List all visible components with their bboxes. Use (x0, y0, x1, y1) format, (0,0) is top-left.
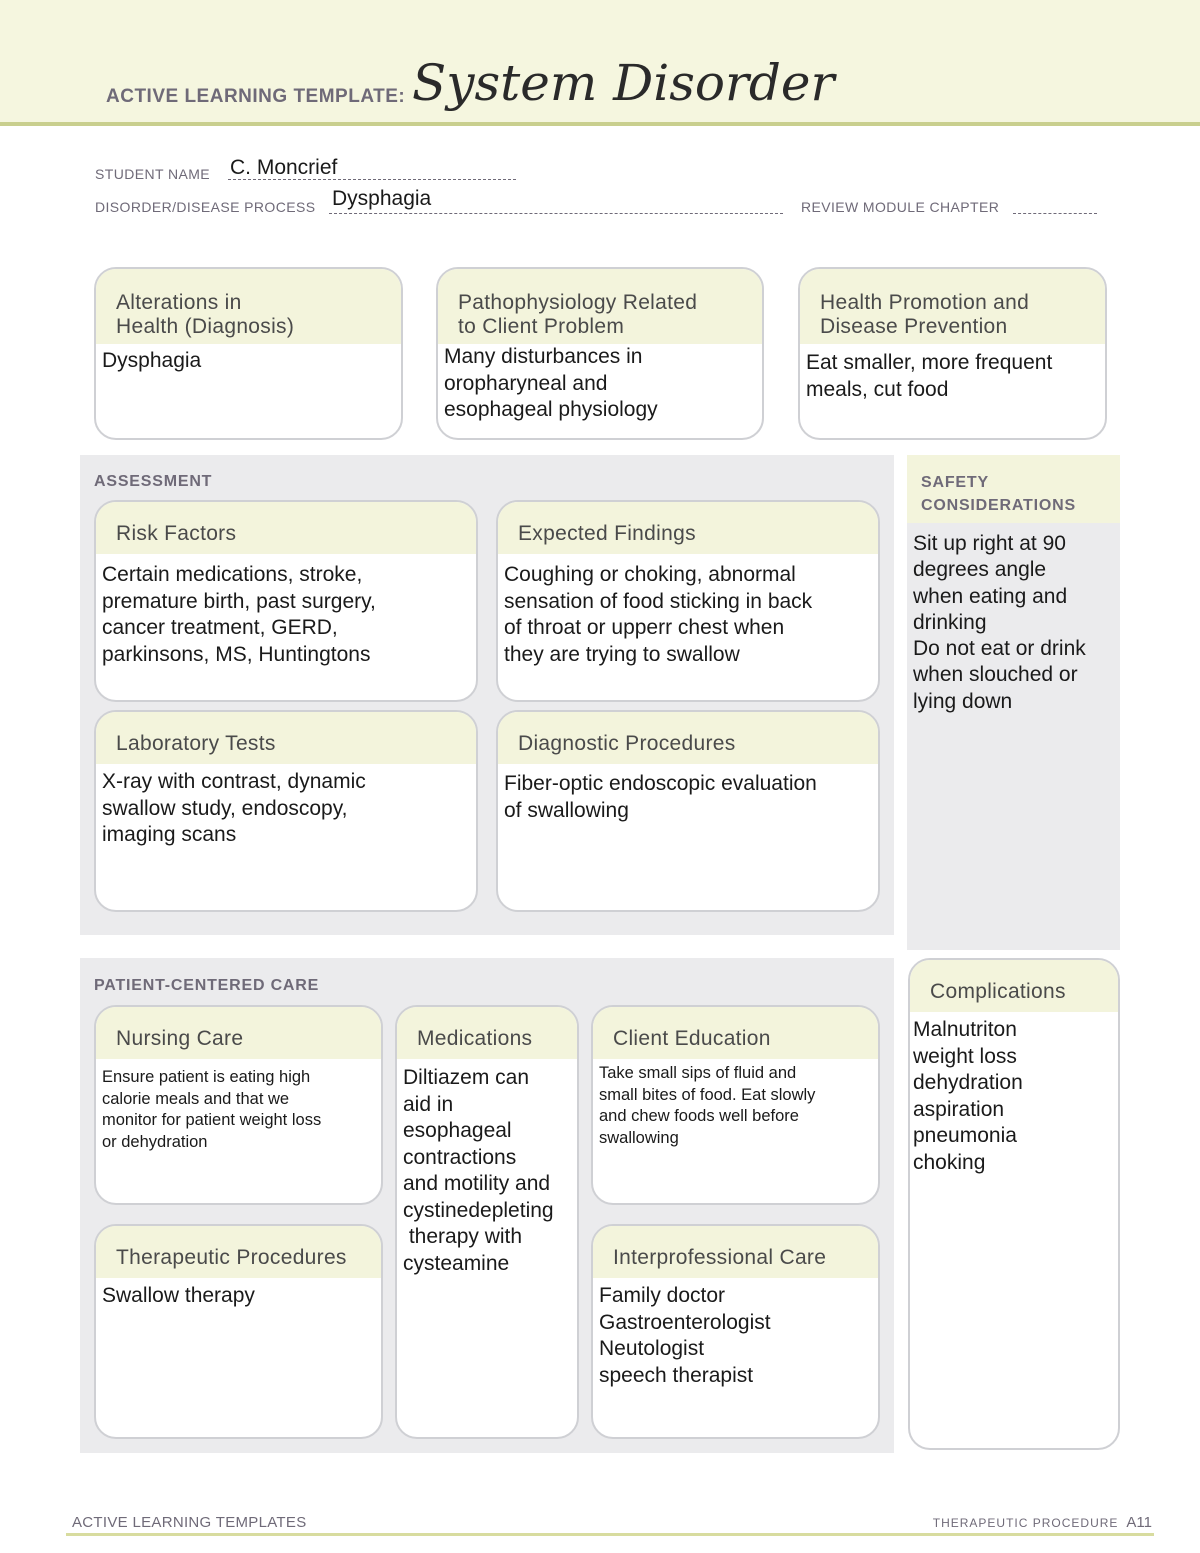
medications-line: Diltiazem can (403, 1066, 530, 1089)
client-education-line: swallowing (599, 1128, 679, 1147)
assessment-label: ASSESSMENT (94, 473, 213, 490)
nursing-care-line: or dehydration (102, 1132, 208, 1151)
pathophysiology-line: Many disturbances in (444, 345, 643, 368)
expected-findings-line: they are trying to swallow (504, 642, 740, 666)
medications-line: therapy with (403, 1225, 523, 1248)
therapeutic-procedures-body[interactable] (96, 1278, 381, 1314)
review-module-label: REVIEW MODULE CHAPTER (801, 199, 1000, 215)
safety-title-line: CONSIDERATIONS (921, 497, 1076, 514)
pathophysiology-title-line: Pathophysiology Related (458, 291, 698, 314)
expected-findings-title: Expected Findings (498, 502, 878, 554)
nursing-care-title: Nursing Care (96, 1007, 381, 1059)
risk-factors-line: Certain medications, stroke, (102, 563, 363, 586)
diagnostic-procedures-body[interactable] (498, 764, 878, 828)
health-promotion-line: meals, cut food (806, 377, 949, 401)
medications-line: and motility and (403, 1172, 551, 1195)
interprofessional-care-title: Interprofessional Care (593, 1226, 878, 1278)
risk-factors-box (94, 500, 478, 702)
laboratory-tests-box (94, 710, 478, 912)
complications-line: pneumonia (913, 1124, 1017, 1147)
risk-factors-line: cancer treatment, GERD, (102, 616, 338, 639)
student-name-field[interactable]: C. Moncrief (230, 156, 338, 179)
therapeutic-procedures-title: Therapeutic Procedures (96, 1226, 381, 1278)
disorder-label: DISORDER/DISEASE PROCESS (95, 199, 316, 215)
complications-box (908, 958, 1120, 1450)
client-education-line: and chew foods well before (599, 1107, 799, 1125)
safety-line: when eating and (913, 584, 1068, 608)
pathophysiology-title (438, 269, 762, 344)
complications-line: choking (913, 1150, 986, 1174)
safety-line: drinking (913, 610, 987, 634)
disorder-underline (329, 213, 783, 214)
header-divider (0, 122, 1200, 126)
diagnostic-procedures-line: Fiber-optic endoscopic evaluation (504, 772, 817, 795)
nursing-care-line: Ensure patient is eating high (102, 1068, 311, 1086)
expected-findings-line: Coughing or choking, abnormal (504, 563, 796, 586)
interprofessional-care-line: Family doctor (599, 1284, 726, 1307)
expected-findings-line: sensation of food sticking in back (504, 589, 813, 613)
alterations-title (96, 269, 401, 344)
interprofessional-care-line: Gastroenterologist (599, 1310, 771, 1334)
expected-findings-line: of throat or upperr chest when (504, 616, 785, 639)
alterations-line: Dysphagia (102, 349, 202, 372)
safety-line: Do not eat or drink (913, 637, 1086, 661)
risk-factors-line: premature birth, past surgery, (102, 589, 376, 613)
disorder-field[interactable]: Dysphagia (332, 187, 432, 210)
safety-title-line: SAFETY (921, 474, 989, 491)
safety-line: lying down (913, 689, 1013, 713)
pathophysiology-box (436, 267, 764, 440)
pathophysiology-line: esophageal physiology (444, 398, 658, 421)
health-promotion-title-line: Disease Prevention (820, 315, 1008, 338)
laboratory-tests-body[interactable] (96, 764, 476, 853)
safety-title (907, 455, 1120, 523)
client-education-title: Client Education (593, 1007, 878, 1059)
alterations-title-line: Health (Diagnosis) (116, 315, 295, 338)
laboratory-tests-line: imaging scans (102, 823, 237, 846)
student-name-label: STUDENT NAME (95, 166, 210, 182)
complications-line: weight loss (913, 1044, 1017, 1068)
therapeutic-procedures-box (94, 1224, 383, 1439)
risk-factors-body[interactable] (96, 554, 476, 672)
health-promotion-line: Eat smaller, more frequent (806, 351, 1053, 374)
medications-line: aid in (403, 1092, 454, 1116)
alterations-body[interactable] (96, 344, 401, 379)
expected-findings-box (496, 500, 880, 702)
diagnostic-procedures-title: Diagnostic Procedures (498, 712, 878, 764)
interprofessional-care-line: speech therapist (599, 1363, 754, 1387)
safety-line: Sit up right at 90 (913, 532, 1066, 555)
complications-line: aspiration (913, 1097, 1005, 1121)
footer-right (933, 1514, 1152, 1531)
page-title: System Disorder (412, 54, 835, 112)
risk-factors-line: parkinsons, MS, Huntingtons (102, 642, 371, 666)
client-education-line: small bites of food. Eat slowly (599, 1085, 816, 1104)
pathophysiology-title-line: to Client Problem (458, 315, 625, 338)
pathophysiology-line: oropharyneal and (444, 371, 608, 395)
template-label: ACTIVE LEARNING TEMPLATE: (106, 86, 406, 107)
laboratory-tests-line: swallow study, endoscopy, (102, 796, 348, 820)
health-promotion-title-line: Health Promotion and (820, 291, 1030, 314)
alterations-title-line: Alterations in (116, 291, 242, 314)
interprofessional-care-line: Neutologist (599, 1337, 705, 1360)
medications-body[interactable] (397, 1059, 577, 1281)
health-promotion-box (798, 267, 1107, 440)
pathophysiology-body[interactable] (438, 344, 762, 428)
review-module-field[interactable] (1013, 213, 1097, 214)
complications-line: dehydration (913, 1071, 1023, 1094)
client-education-box (591, 1005, 880, 1205)
nursing-care-line: monitor for patient weight loss (102, 1111, 322, 1129)
footer-section-label: THERAPEUTIC PROCEDURE (932, 1516, 1119, 1530)
medications-box (395, 1005, 579, 1439)
medications-title: Medications (397, 1007, 577, 1059)
patient-care-label: PATIENT-CENTERED CARE (94, 977, 320, 994)
client-education-line: Take small sips of fluid and (599, 1064, 797, 1082)
safety-line: degrees angle (913, 558, 1047, 582)
laboratory-tests-title: Laboratory Tests (96, 712, 476, 764)
risk-factors-title: Risk Factors (96, 502, 476, 554)
footer-left-label: ACTIVE LEARNING TEMPLATES (72, 1514, 307, 1531)
laboratory-tests-line: X-ray with contrast, dynamic (102, 770, 366, 793)
client-education-body[interactable] (593, 1059, 878, 1153)
complications-body[interactable] (910, 1012, 1118, 1180)
medications-line: contractions (403, 1145, 517, 1169)
therapeutic-procedures-line: Swallow therapy (102, 1284, 255, 1307)
nursing-care-box (94, 1005, 383, 1205)
diagnostic-procedures-box (496, 710, 880, 912)
footer-divider (66, 1533, 1154, 1536)
medications-line: cystinedepleting (403, 1198, 554, 1222)
footer-page-number: A11 (1126, 1514, 1152, 1531)
diagnostic-procedures-line: of swallowing (504, 798, 629, 822)
interprofessional-care-body[interactable] (593, 1278, 878, 1393)
alterations-box (94, 267, 403, 440)
health-promotion-body[interactable] (800, 344, 1105, 407)
medications-line: cysteamine (403, 1251, 510, 1275)
complications-title: Complications (910, 960, 1118, 1012)
nursing-care-line: calorie meals and that we (102, 1089, 290, 1108)
safety-line: when slouched or (913, 663, 1078, 687)
safety-body[interactable] (913, 531, 1086, 715)
nursing-care-body[interactable] (96, 1059, 381, 1157)
health-promotion-title (800, 269, 1105, 344)
interprofessional-care-box (591, 1224, 880, 1439)
medications-line: esophageal (403, 1119, 512, 1142)
complications-line: Malnutriton (913, 1018, 1017, 1041)
expected-findings-body[interactable] (498, 554, 878, 672)
